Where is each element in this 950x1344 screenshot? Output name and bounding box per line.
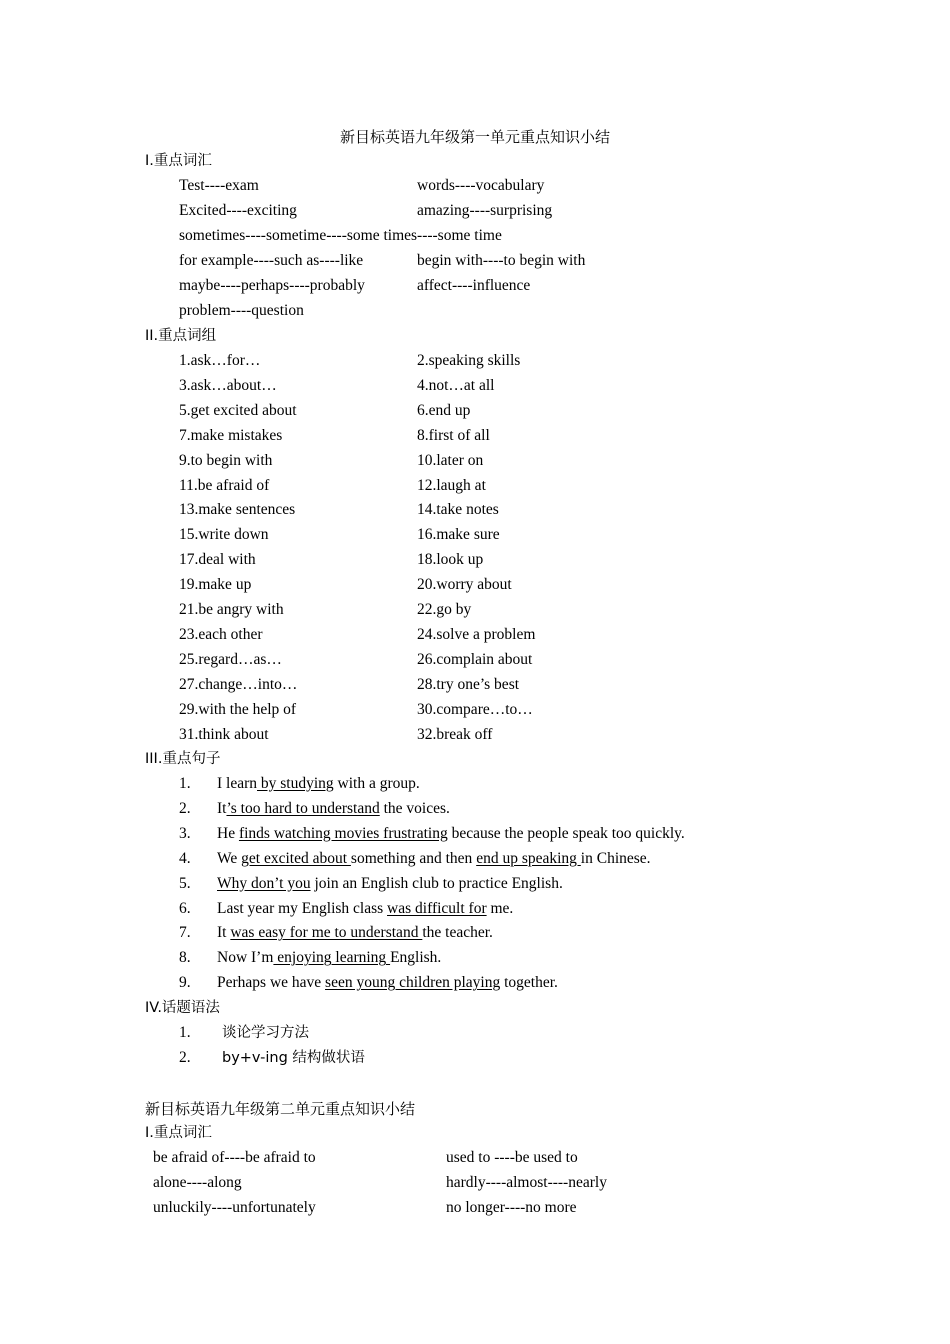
sentence-fragment: We (217, 849, 242, 867)
phrase-item: 21.be angry with (179, 601, 284, 618)
phrase-item: 25.regard…as… (179, 650, 282, 668)
vocab-item: used to ----be used to (446, 1149, 578, 1166)
underlined-phrase: was difficult for (387, 899, 487, 917)
sentence-number: 4. (179, 849, 191, 867)
sentence-number: 8. (179, 949, 191, 967)
sentence-text (217, 848, 651, 870)
sentence-number: 1. (179, 775, 191, 792)
phrase-item: 8.first of all (417, 426, 490, 444)
sentence-fragment: Perhaps we have (217, 974, 326, 992)
phrase-item: 15.write down (179, 526, 269, 544)
sentence-text (217, 823, 685, 845)
sentence-fragment: the teacher. (422, 924, 493, 942)
sentence-fragment: me. (486, 899, 514, 917)
vocab-item: begin with----to begin with (417, 251, 586, 269)
phrase-item: 5.get excited about (179, 401, 297, 419)
phrase-item: 22.go by (417, 601, 472, 618)
phrase-item: 18.look up (417, 551, 484, 569)
phrase-item: 28.try one’s best (417, 675, 520, 693)
sentence-text (217, 972, 558, 994)
unit2-title: 新目标英语九年级第二单元重点知识小结 (145, 1100, 416, 1118)
vocab-item: sometimes----sometime----some times----some time (179, 226, 502, 244)
phrase-item: 30.compare…to… (417, 700, 533, 718)
underlined-phrase: by studying (257, 775, 334, 792)
phrase-item: 4.not…at all (417, 376, 495, 394)
vocab-item: hardly----almost----nearly (446, 1173, 607, 1191)
sentence-fragment: in Chinese. (580, 849, 651, 867)
sentence-fragment: something and then (350, 849, 477, 867)
sentence-number: 3. (179, 824, 191, 842)
unit1-vocab-heading: I.重点词汇 (145, 153, 212, 169)
sentence-fragment: English. (390, 949, 442, 967)
sentence-fragment: Last year my English class (217, 899, 388, 917)
underlined-phrase: ’s too hard to understand (226, 799, 380, 817)
sentence-number: 7. (179, 924, 191, 942)
unit1-grammar-heading: IV.话题语法 (145, 1000, 220, 1016)
unit1-title: 新目标英语九年级第一单元重点知识小结 (339, 128, 610, 146)
unit1-phrase-heading: II.重点词组 (145, 328, 217, 344)
sentence-text (217, 947, 441, 969)
vocab-item: alone----along (153, 1173, 242, 1191)
phrase-item: 27.change…into… (179, 675, 298, 693)
phrase-item: 26.complain about (417, 650, 533, 668)
sentence-text (217, 873, 563, 895)
vocab-item: words----vocabulary (417, 177, 545, 194)
sentence-fragment: It (217, 799, 227, 817)
sentence-text (217, 898, 513, 920)
sentence-fragment: It (217, 924, 231, 942)
vocab-item: unluckily----unfortunately (153, 1198, 316, 1216)
phrase-item: 12.laugh at (417, 476, 486, 494)
phrase-item: 1.ask…for… (179, 352, 261, 369)
phrase-item: 19.make up (179, 576, 252, 594)
sentence-fragment: the voices. (379, 799, 450, 817)
sentence-fragment: He (217, 824, 239, 842)
phrase-item: 10.later on (417, 451, 484, 469)
sentence-number: 9. (179, 974, 191, 992)
phrase-item: 11.be afraid of (179, 476, 270, 494)
sentence-text (217, 798, 450, 820)
vocab-item: be afraid of----be afraid to (153, 1149, 316, 1166)
phrase-item: 23.each other (179, 625, 263, 643)
unit2-vocab-heading: I.重点词汇 (145, 1125, 212, 1141)
sentence-number: 5. (179, 874, 191, 892)
underlined-phrase: enjoying learning (273, 949, 391, 967)
underlined-phrase: was easy for me to understand (230, 924, 423, 942)
vocab-item: amazing----surprising (417, 201, 553, 219)
sentence-number: 6. (179, 899, 191, 917)
phrase-item: 24.solve a problem (417, 625, 536, 643)
phrase-item: 7.make mistakes (179, 426, 283, 444)
vocab-item: affect----influence (417, 276, 531, 294)
grammar-item: by+v-ing 结构做状语 (222, 1049, 365, 1066)
phrase-item: 2.speaking skills (417, 352, 521, 369)
sentence-fragment: together. (500, 974, 558, 992)
vocab-item: maybe----perhaps----probably (179, 276, 365, 294)
vocab-item: Test----exam (179, 177, 259, 194)
vocab-item: for example----such as----like (179, 251, 364, 269)
grammar-number: 2. (179, 1048, 191, 1066)
phrase-item: 14.take notes (417, 501, 499, 519)
grammar-item: 谈论学习方法 (222, 1025, 309, 1041)
vocab-item: problem----question (179, 301, 304, 319)
sentence-number: 2. (179, 799, 191, 817)
phrase-item: 20.worry about (417, 576, 512, 594)
unit1-sentence-heading: III.重点句子 (145, 751, 221, 767)
underlined-phrase: finds watching movies frustrating (238, 824, 448, 842)
phrase-item: 16.make sure (417, 526, 500, 544)
phrase-item: 9.to begin with (179, 451, 273, 469)
phrase-item: 17.deal with (179, 551, 256, 569)
vocab-item: no longer----no more (446, 1198, 577, 1216)
sentence-fragment: with a group. (333, 775, 420, 792)
sentence-fragment: because the people speak too quickly. (447, 824, 685, 842)
phrase-item: 31.think about (179, 725, 269, 743)
phrase-item: 29.with the help of (179, 700, 297, 718)
sentence-fragment: I learn (217, 775, 258, 792)
underlined-phrase: end up speaking (476, 849, 581, 867)
underlined-phrase: seen young children playing (325, 974, 501, 992)
sentence-fragment: Now I’m (217, 949, 274, 967)
sentence-text (217, 922, 493, 944)
phrase-item: 3.ask…about… (179, 376, 277, 394)
sentence-fragment: join an English club to practice English. (310, 874, 563, 892)
grammar-number: 1. (179, 1024, 191, 1041)
phrase-item: 32.break off (417, 725, 493, 743)
sentence-text (217, 773, 420, 795)
vocab-item: Excited----exciting (179, 201, 297, 219)
underlined-phrase: Why don’t you (217, 874, 311, 892)
phrase-item: 6.end up (417, 401, 471, 419)
phrase-item: 13.make sentences (179, 501, 296, 519)
underlined-phrase: get excited about (241, 849, 351, 867)
